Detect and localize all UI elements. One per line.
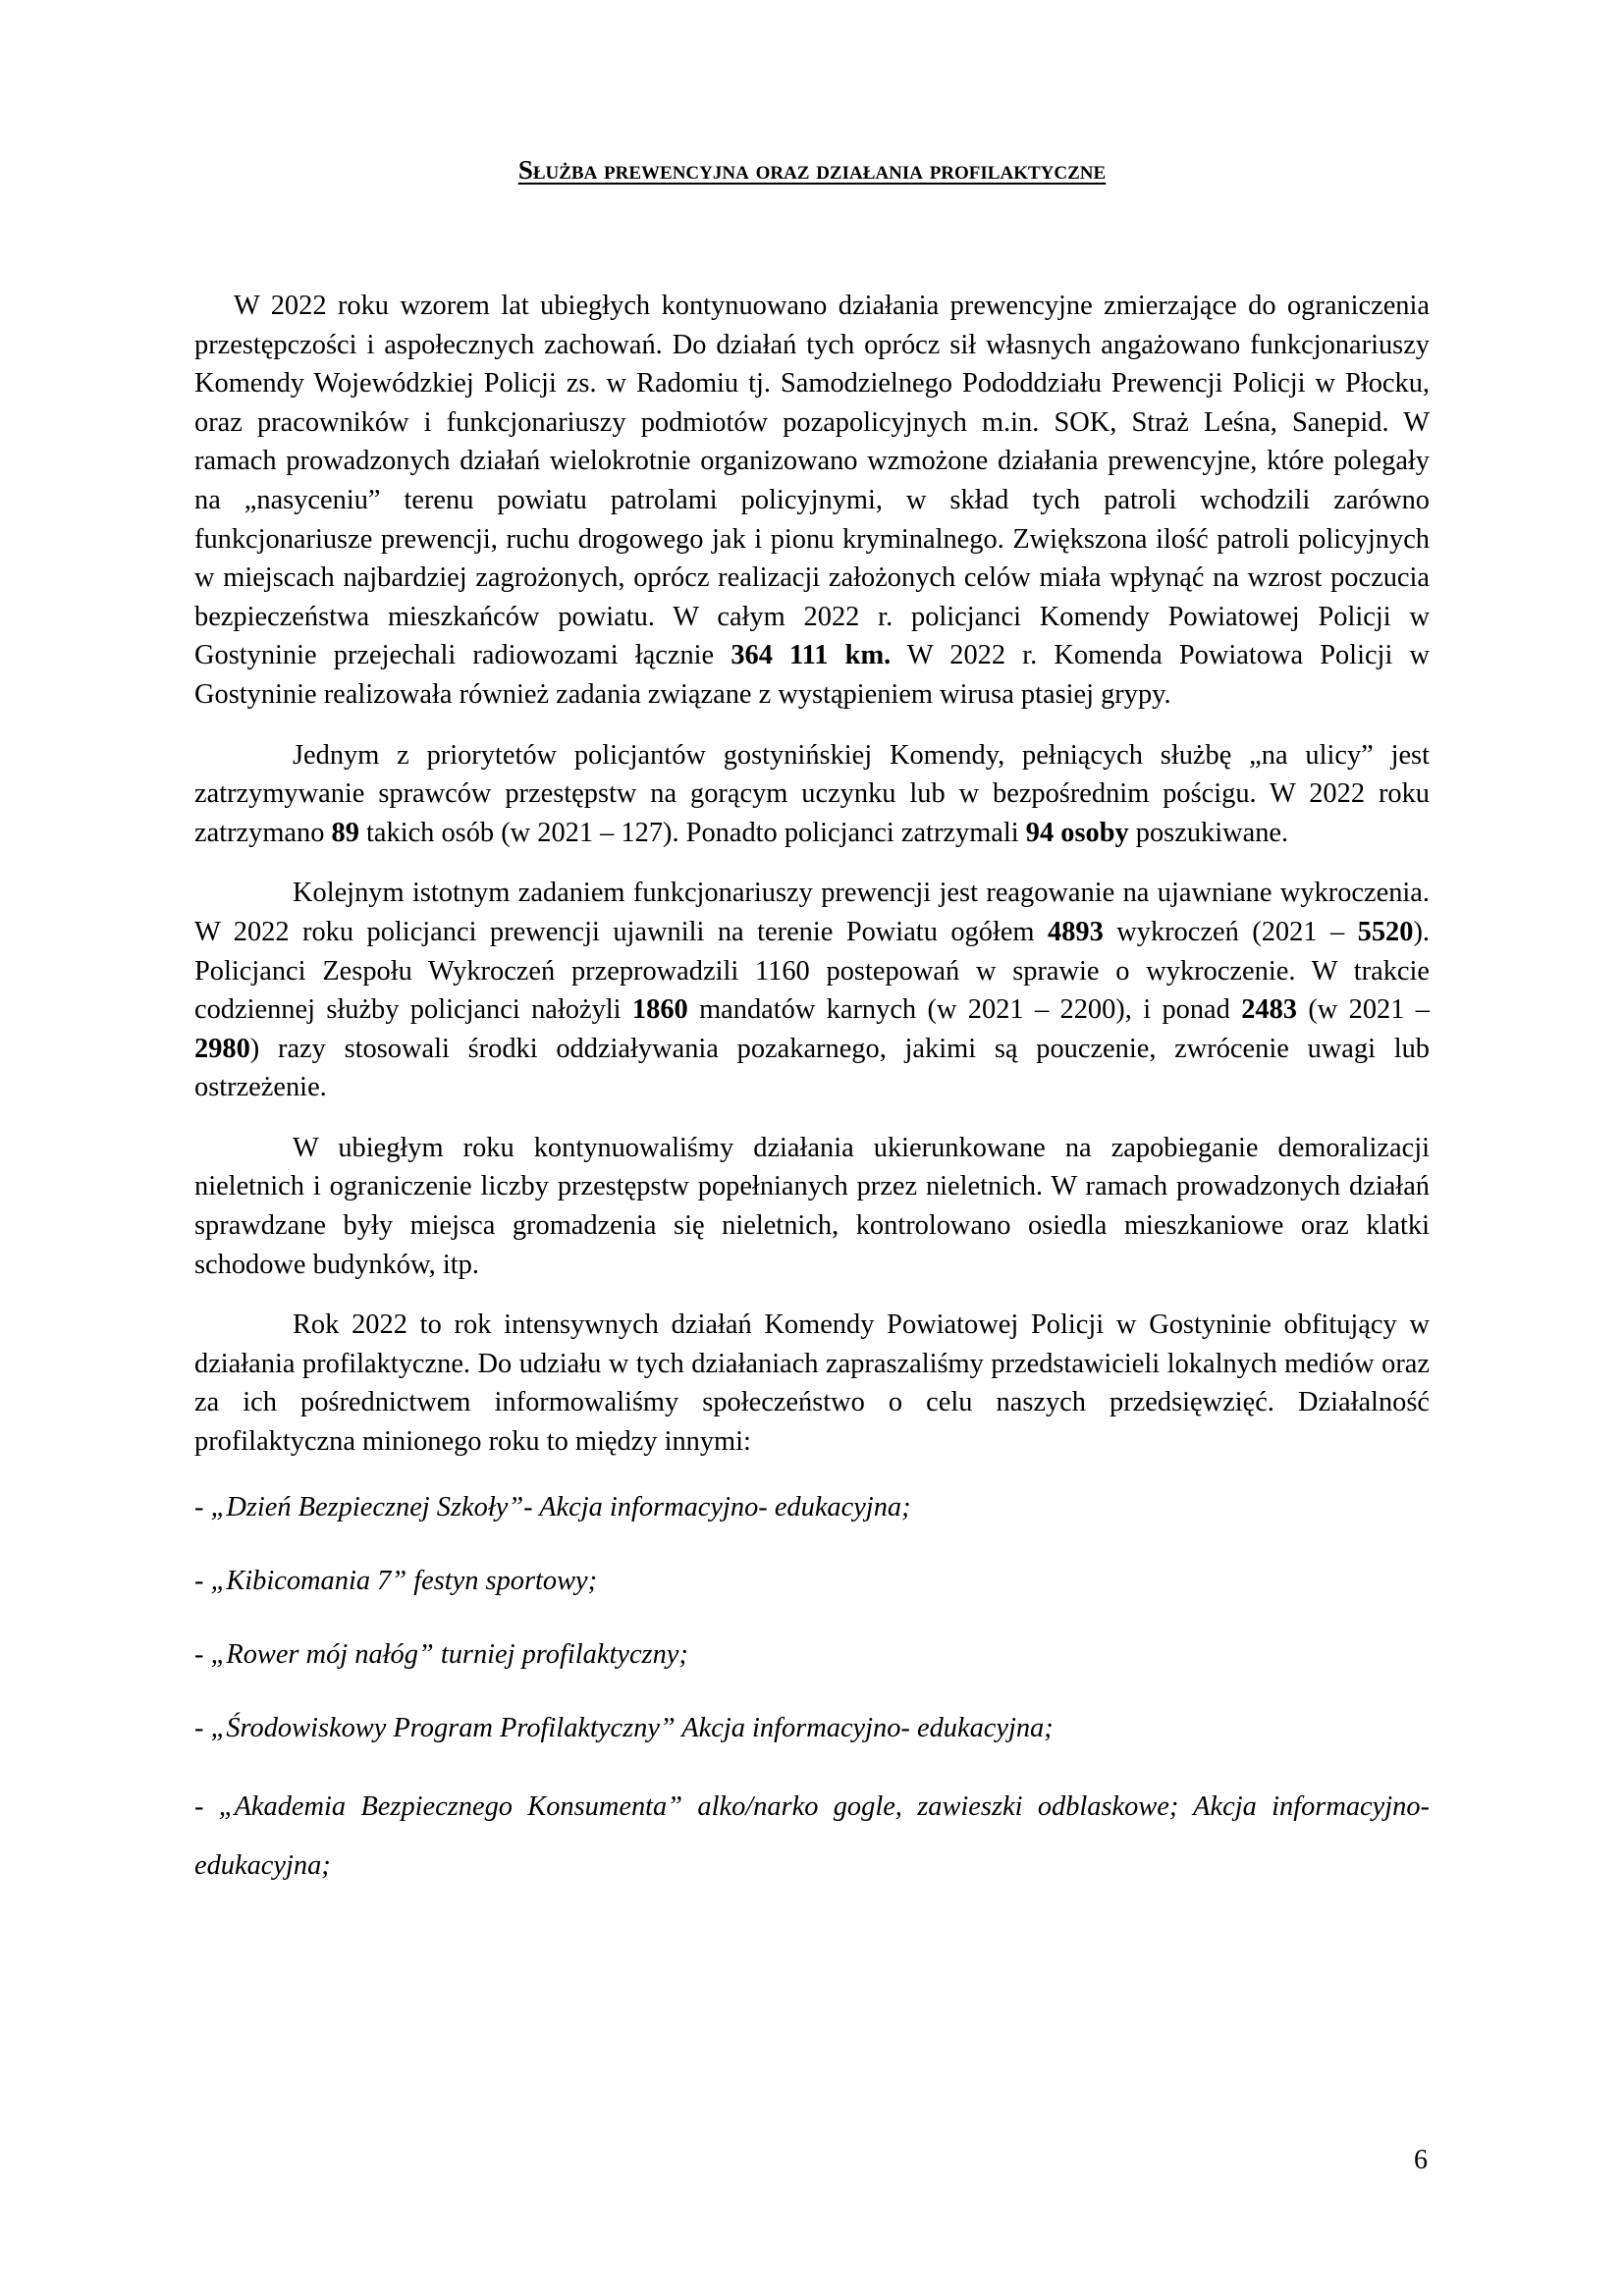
list-item-text: „Akademia Bezpiecznego Konsumenta” alko/narko gogle, zawieszki odblaskowe; Akcja informacyjno- edukacyjna; [194, 1790, 1430, 1881]
paragraph-text: W 2022 r. Komenda Powiatowa Policji w Gostyninie realizowała również zadania związane z wystąpieniem wirusa ptasiej grypy. [194, 640, 1430, 710]
list-dash: - [194, 1712, 211, 1743]
section-title-text: Służba prewencyjna oraz działania profilaktyczne [517, 155, 1107, 185]
list-dash: - [194, 1638, 211, 1670]
paragraph-text: Kolejnym istotnym zadaniem funkcjonariuszy prewencji jest reagowanie na ujawniane wykroczenia. W 2022 roku policjanci prewencji ujawnili na terenie Powiatu ogółem [194, 878, 1430, 947]
non-penal-2021: 2980 [194, 1033, 250, 1064]
section-title [0, 155, 1624, 186]
paragraph-offences [194, 874, 1430, 1107]
detained-count: 89 [331, 817, 359, 848]
list-item-text: „Rower mój nałóg” turniej profilaktyczny; [210, 1638, 688, 1670]
paragraph-text: ). Policjanci Zespołu Wykroczeń przeprowadzili 1160 postepowań w sprawie o wykroczenie. W trakcie codziennej służby policjanci nałożyli [194, 916, 1430, 1026]
page-number: 6 [1414, 2145, 1428, 2175]
list-item [194, 1630, 1430, 1680]
wanted-detained-count: 94 osoby [1025, 817, 1129, 848]
paragraph-text: wykroczeń (2021 – [1103, 916, 1358, 947]
paragraph-prevention [194, 1306, 1430, 1461]
paragraph-text: W 2022 roku wzorem lat ubiegłych kontynuowano działania prewencyjne zmierzające do ograniczenia przestępczości i aspołecznych zachowań. Do działań tych oprócz sił własnych angażowano funkcjonariuszy Komendy Wojewódzkiej Policji zs. w Radomiu tj. Samodzielnego Pododdziału Prewencji Policji w Płocku, oraz pracowników i funkcjonariuszy podmiotów pozapolicyjnych m.in. SOK, Straż Leśna, Sanepid. W ramach prowadzonych działań wielokrotnie organizowano wzmożone działania prewencyjne, które polegały na „nasyceniu” terenu powiatu patrolami policyjnymi, w skład tych patroli wchodzili zarówno funkcjonariusze prewencji, ruchu drogowego jak i pionu kryminalnego. Zwiększona ilość patroli policyjnych w miejscach najbardziej zagrożonych, oprócz realizacji założonych celów miała wpłynąć na wzrost poczucia bezpieczeństwa mieszkańców powiatu. W całym 2022 r. policjanci Komendy Powiatowej Policji w Gostyninie przejechali radiowozami łącznie [194, 291, 1430, 671]
list-dash: - [194, 1565, 211, 1596]
paragraph-text: takich osób (w 2021 – 127). Ponadto policjanci zatrzymali [358, 817, 1026, 848]
paragraph-text: Jednym z priorytetów policjantów gostynińskiej Komendy, pełniących służbę „na ulicy” jest zatrzymywanie sprawców przestępstw na gorącym uczynku lub w bezpośrednim pościgu. W 2022 roku zatrzymano [194, 739, 1430, 848]
paragraph-text: (w 2021 – [1296, 994, 1430, 1026]
offences-2022: 4893 [1048, 916, 1104, 947]
paragraph-text: mandatów karnych (w 2021 – 2200), i ponad [687, 994, 1242, 1026]
paragraph-detentions [194, 736, 1430, 853]
list-item [194, 1778, 1430, 1896]
list-dash: - [194, 1491, 211, 1522]
paragraph-text: W ubiegłym roku kontynuowaliśmy działania ukierunkowane na zapobieganie demoralizacji nieletnich i ograniczenie liczby przestępstw popełnianych przez nieletnich. W ramach prowadzonych działań sprawdzane były miejsca gromadzenia się nieletnich, kontrolowano osiedla mieszkaniowe oraz klatki schodowe budynków, itp. [194, 1132, 1430, 1280]
paragraph-juveniles [194, 1129, 1430, 1284]
list-item [194, 1483, 1430, 1532]
activities-list [194, 1483, 1430, 1896]
list-item-text: „Dzień Bezpiecznej Szkoły”- Akcja informacyjno- edukacyjna; [210, 1491, 911, 1522]
list-item-text: „Kibicomania 7” festyn sportowy; [210, 1565, 598, 1596]
paragraph-patrols [194, 287, 1430, 715]
paragraph-text: Rok 2022 to rok intensywnych działań Komendy Powiatowej Policji w Gostyninie obfitujący w działania profilaktyczne. Do udziału w tych działaniach zapraszaliśmy przedstawicieli lokalnych mediów oraz za ich pośrednictwem informowaliśmy społeczeństwo o celu naszych przedsięwzięć. Działalność profilaktyczna minionego roku to między innymi: [194, 1309, 1430, 1458]
paragraph-text: ) razy stosowali środki oddziaływania pozakarnego, jakimi są pouczenie, zwrócenie uwagi lub ostrzeżenie. [194, 1033, 1430, 1103]
document-body [194, 287, 1430, 1920]
paragraph-text: poszukiwane. [1128, 817, 1289, 848]
offences-2021: 5520 [1357, 916, 1414, 947]
list-item [194, 1704, 1430, 1753]
list-item-text: „Środowiskowy Program Profilaktyczny” Akcja informacyjno- edukacyjna; [210, 1712, 1054, 1743]
fines-2022: 1860 [631, 994, 688, 1026]
list-dash: - [194, 1790, 219, 1822]
distance-total: 364 111 km. [731, 640, 892, 671]
non-penal-2022: 2483 [1241, 994, 1297, 1026]
list-item [194, 1557, 1430, 1606]
